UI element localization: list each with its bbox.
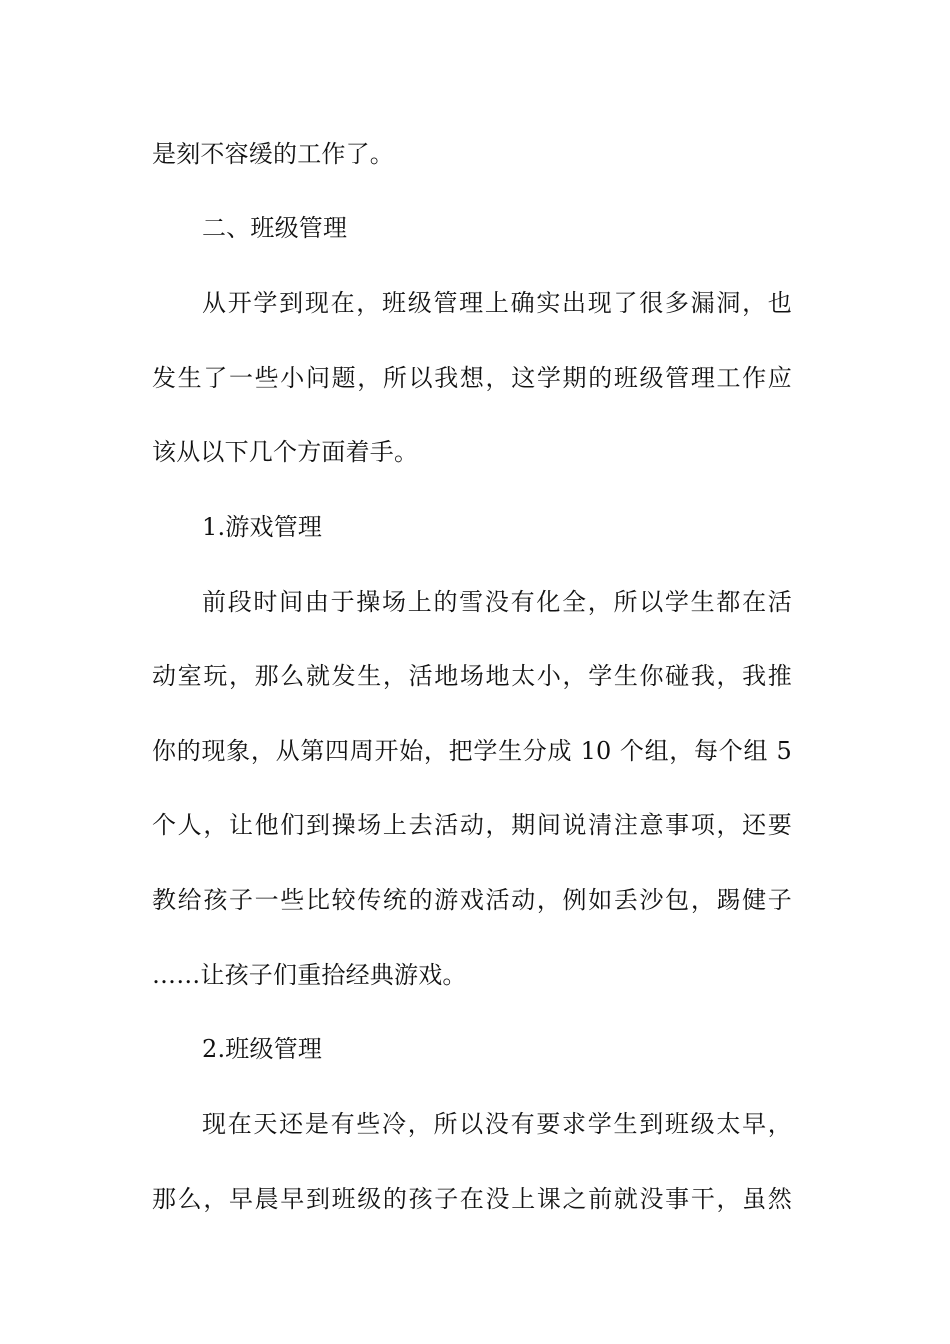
paragraph-continuation-line: 是刻不容缓的工作了。: [152, 140, 394, 168]
section-heading-class-management: 二、班级管理: [202, 214, 348, 242]
paragraph-line: ……让孩子们重拾经典游戏。: [152, 961, 467, 989]
paragraph-line: 从开学到现在，班级管理上确实出现了很多漏洞，也: [202, 289, 792, 317]
paragraph-line: 动室玩，那么就发生，活地场地太小，学生你碰我，我推: [152, 662, 792, 690]
paragraph-line: 该从以下几个方面着手。: [152, 438, 419, 466]
paragraph-line: 现在天还是有些冷，所以没有要求学生到班级太早，: [202, 1110, 792, 1138]
paragraph-line: 前段时间由于操场上的雪没有化全，所以学生都在活: [202, 588, 792, 616]
paragraph-line: 那么，早晨早到班级的孩子在没上课之前就没事干，虽然: [152, 1185, 792, 1213]
paragraph-line: 教给孩子一些比较传统的游戏活动，例如丢沙包，踢健子: [152, 886, 792, 914]
paragraph-line: 发生了一些小问题，所以我想，这学期的班级管理工作应: [152, 364, 792, 392]
subheading-class-management: 2.班级管理: [202, 1035, 323, 1063]
subheading-game-management: 1.游戏管理: [202, 513, 323, 541]
paragraph-line: 个人，让他们到操场上去活动，期间说清注意事项，还要: [152, 811, 792, 839]
paragraph-line: 你的现象，从第四周开始，把学生分成 10 个组，每个组 5: [152, 737, 792, 765]
